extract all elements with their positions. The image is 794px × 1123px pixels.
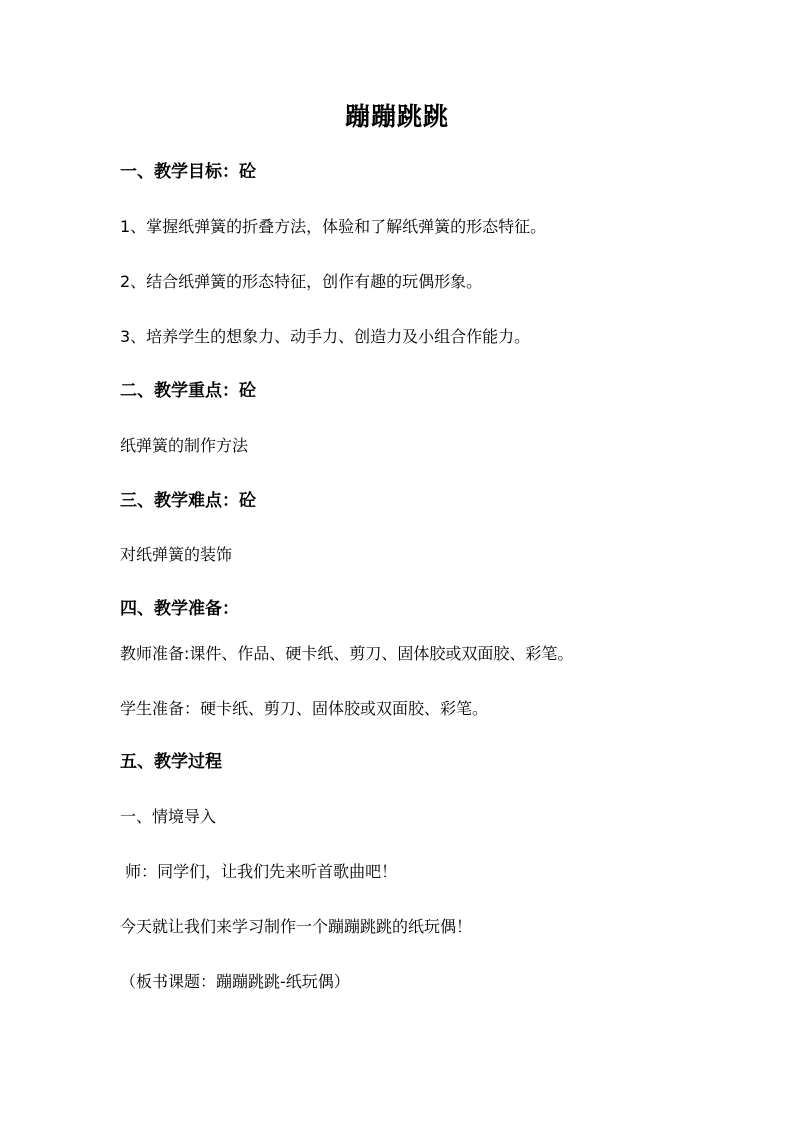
process-step-heading: 一、情境导入 — [120, 807, 217, 826]
preparation-heading: 四、教学准备： — [120, 599, 239, 619]
key-points-text: 纸弹簧的制作方法 — [120, 436, 249, 455]
student-preparation: 学生准备：硬卡纸、剪刀、固体胶或双面胶、彩笔。 — [120, 699, 489, 718]
difficulties-text: 对纸弹簧的装饰 — [120, 545, 233, 564]
process-line: 师：同学们，让我们先来听首歌曲吧！ — [120, 862, 398, 881]
key-points-heading: 二、教学重点：砼 — [120, 381, 256, 401]
process-line: 今天就让我们来学习制作一个蹦蹦跳跳的纸玩偶！ — [120, 917, 473, 936]
goal-item: 2、结合纸弹簧的形态特征，创作有趣的玩偶形象。 — [120, 272, 483, 291]
process-heading: 五、教学过程 — [120, 752, 222, 772]
teacher-preparation: 教师准备:课件、作品、硬卡纸、剪刀、固体胶或双面胶、彩笔。 — [120, 644, 574, 663]
process-line: （板书课题：蹦蹦跳跳-纸玩偶） — [120, 972, 350, 991]
difficulties-heading: 三、教学难点：砼 — [120, 491, 256, 511]
goal-item: 1、掌握纸弹簧的折叠方法，体验和了解纸弹簧的形态特征。 — [120, 217, 547, 236]
goal-item: 3、培养学生的想象力、动手力、创造力及小组合作能力。 — [120, 327, 531, 346]
goals-heading: 一、教学目标：砼 — [120, 162, 256, 182]
document-title: 蹦蹦跳跳 — [344, 102, 449, 131]
